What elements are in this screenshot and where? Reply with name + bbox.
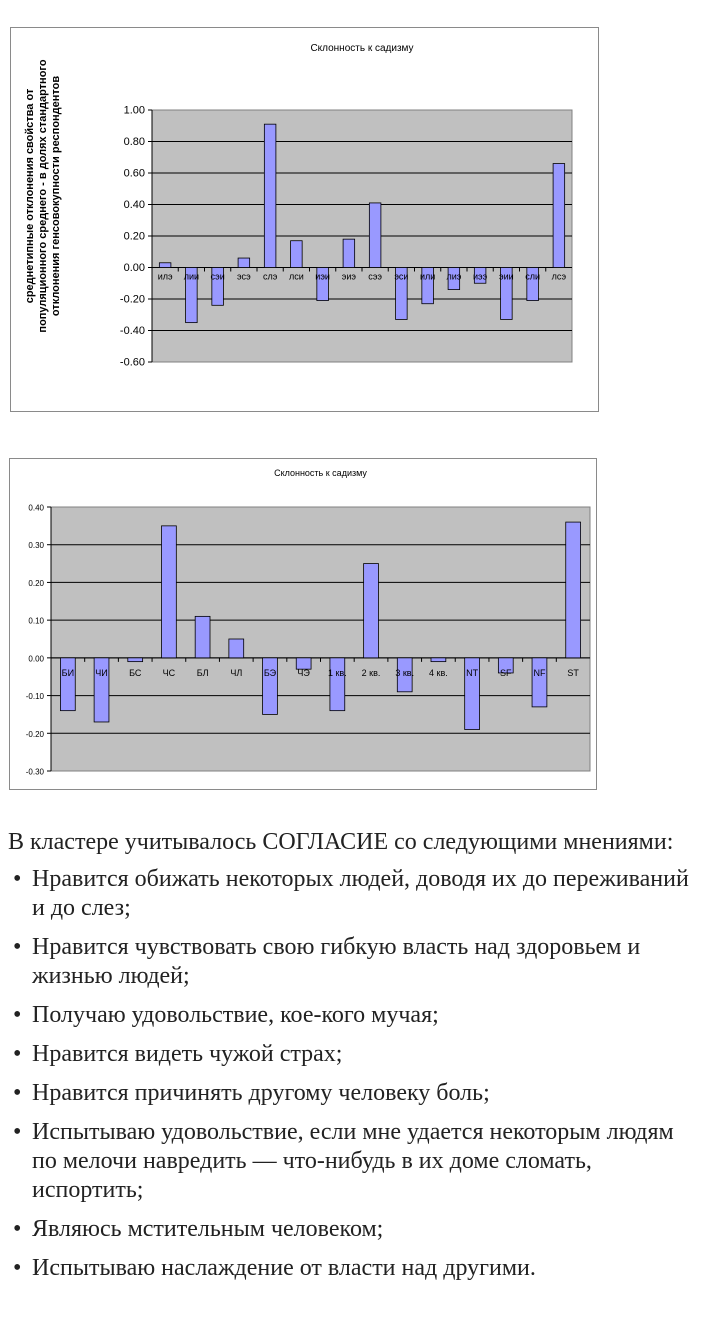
x-tick-label: лси: [288, 271, 304, 282]
x-tick-label: илэ: [157, 271, 173, 282]
list-item: [13, 1079, 698, 1108]
y-tick-label: 0.20: [123, 230, 145, 243]
x-tick-label: 3 кв.: [395, 667, 415, 678]
list-item: [13, 933, 698, 991]
bullet-icon: •: [13, 1255, 22, 1281]
y-tick-label: -0.60: [119, 356, 145, 369]
x-tick-label: 1 кв.: [327, 667, 347, 678]
bar: [263, 658, 278, 715]
y-axis-label: отклонения генсовокупности респондентов: [50, 75, 62, 317]
list-item: [13, 1001, 698, 1030]
x-tick-label: БС: [129, 667, 142, 678]
x-tick-label: NT: [466, 667, 479, 678]
x-tick-label: сэи: [210, 271, 225, 282]
x-tick-label: ЧЭ: [297, 667, 310, 678]
bullet-icon: •: [13, 1080, 22, 1106]
list-item-text: Испытываю наслаждение от власти над другими.: [32, 1255, 536, 1281]
x-tick-label: лии: [183, 271, 200, 282]
bar: [264, 124, 276, 267]
x-tick-label: ST: [567, 667, 579, 678]
bar: [238, 258, 250, 267]
text-block: [8, 828, 698, 1293]
bullet-icon: •: [13, 1002, 22, 1028]
x-tick-label: слэ: [262, 271, 278, 282]
bar: [532, 658, 547, 707]
chart-typology: [10, 27, 599, 412]
x-tick-label: БЛ: [196, 667, 209, 678]
bar: [369, 203, 381, 268]
y-tick-label: 0.30: [28, 541, 44, 551]
x-tick-label: сээ: [368, 271, 383, 282]
y-axis-label: популяционного среднего - в долях стандартного: [37, 59, 49, 333]
chart-svg: [10, 459, 596, 789]
bullet-icon: •: [13, 1041, 22, 1067]
bar: [431, 658, 446, 662]
x-tick-label: БЭ: [263, 667, 277, 678]
y-tick-label: 0.00: [123, 262, 145, 274]
list-item: [13, 865, 698, 923]
y-tick-label: 0.60: [123, 167, 145, 180]
list-item: [13, 1215, 698, 1244]
list-item-text: Являюсь мстительным человеком;: [32, 1216, 384, 1242]
x-tick-label: SF: [500, 667, 512, 678]
bar: [161, 526, 176, 658]
x-tick-label: лиэ: [446, 271, 462, 282]
intro-text: В кластере учитывалось СОГЛАСИЕ со следующими мнениями:: [8, 829, 674, 855]
x-tick-label: сли: [525, 271, 541, 282]
bar: [553, 164, 565, 268]
bullet-icon: •: [13, 1119, 22, 1145]
y-tick-label: 0.10: [28, 616, 44, 626]
list-item-text: Нравится причинять другому человеку боль;: [32, 1080, 490, 1106]
chart-title: Склонность к садизму: [274, 468, 367, 478]
list-item-text: Нравится обижать некоторых людей, доводя их до переживаний и до слез;: [32, 866, 689, 921]
bar: [60, 658, 75, 711]
x-tick-label: 4 кв.: [429, 667, 448, 678]
bullet-icon: •: [13, 1216, 22, 1242]
x-tick-label: эсэ: [236, 271, 251, 282]
chart-groups: [9, 458, 597, 790]
y-tick-label: 0.80: [123, 136, 145, 148]
y-tick-label: 0.40: [28, 503, 44, 513]
list-item-text: Нравится чувствовать свою гибкую власть над здоровьем и жизнью людей;: [32, 934, 641, 989]
list-item: [13, 1254, 698, 1283]
list-item-text: Нравится видеть чужой страх;: [32, 1041, 343, 1067]
opinion-list: [8, 865, 698, 1283]
x-tick-label: иэи: [315, 271, 330, 282]
bullet-icon: •: [13, 866, 22, 892]
y-tick-label: -0.20: [119, 293, 145, 306]
y-tick-label: -0.20: [25, 729, 44, 739]
x-tick-label: эси: [394, 271, 409, 282]
x-tick-label: 2 кв.: [361, 667, 381, 678]
bar: [327, 658, 347, 711]
bar: [229, 639, 244, 658]
bar: [128, 658, 143, 662]
x-tick-label: иээ: [473, 271, 488, 282]
y-tick-label: -0.10: [25, 692, 44, 702]
x-tick-label: ЧИ: [95, 667, 108, 678]
x-tick-label: БИ: [61, 667, 75, 678]
y-tick-label: -0.40: [119, 325, 145, 337]
x-tick-label: ЧЛ: [230, 667, 243, 678]
chart-title: Склонность к садизму: [310, 43, 414, 54]
plot-area: [51, 507, 590, 771]
list-item: [13, 1040, 698, 1069]
x-tick-label: ЧС: [162, 667, 176, 678]
bar: [343, 239, 355, 267]
bar: [159, 263, 171, 268]
bullet-icon: •: [13, 934, 22, 960]
bar: [291, 241, 303, 268]
x-tick-label: или: [419, 271, 436, 282]
y-tick-label: 0.40: [123, 199, 145, 211]
x-tick-label: NF: [533, 667, 546, 678]
x-tick-label: лсэ: [551, 271, 567, 282]
list-item-text: Испытываю удовольствие, если мне удается некоторым людям по мелочи навредить — что-нибудь в их доме сломать, испортить;: [32, 1119, 674, 1203]
x-tick-label: эиэ: [341, 271, 356, 282]
bar: [195, 616, 210, 657]
bar: [364, 564, 379, 658]
y-tick-label: 1.00: [123, 104, 145, 117]
list-item-text: Получаю удовольствие, кое-кого мучая;: [32, 1002, 439, 1028]
x-tick-label: эии: [499, 271, 514, 282]
y-tick-label: 0.20: [28, 578, 44, 588]
chart-svg: [11, 28, 598, 411]
bar: [566, 522, 581, 658]
y-axis-label: среднетипные отклонения свойства от: [24, 88, 36, 304]
list-item: [13, 1118, 698, 1205]
y-tick-label: -0.30: [25, 767, 44, 777]
y-tick-label: 0.00: [28, 654, 44, 664]
